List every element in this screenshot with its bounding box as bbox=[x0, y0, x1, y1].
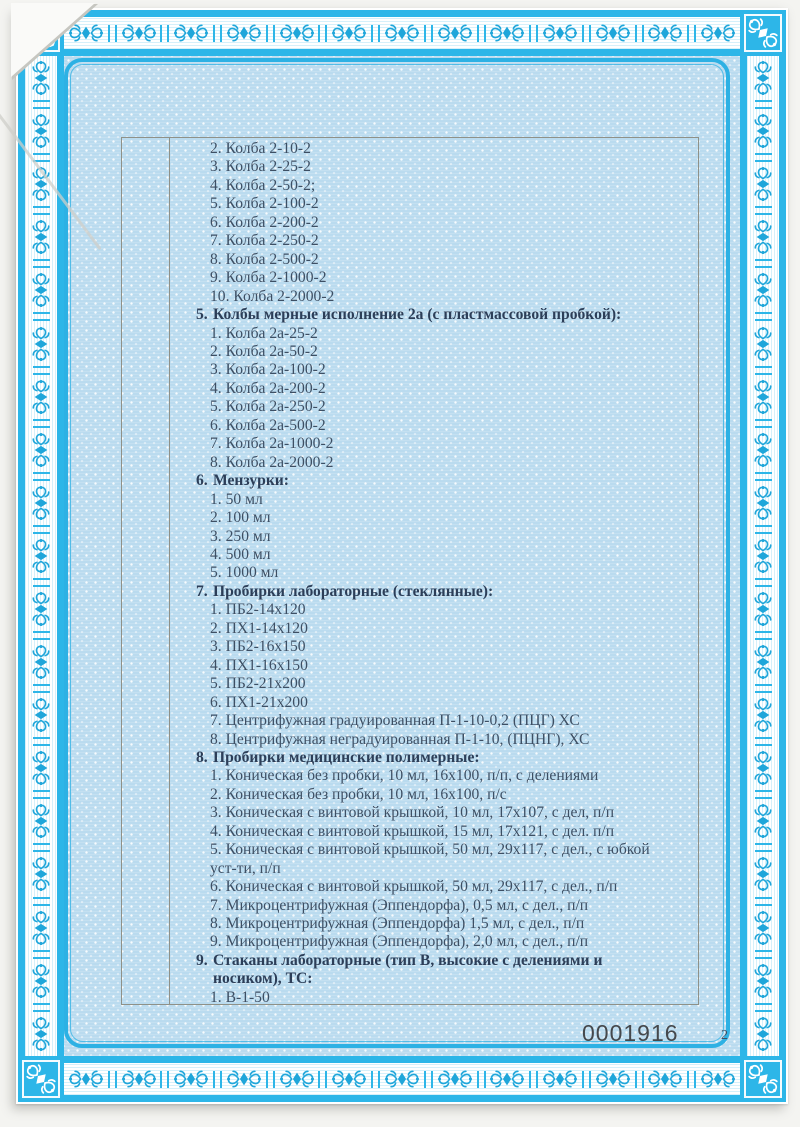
ornament-motif-icon bbox=[540, 22, 580, 44]
ornament-separator-icon bbox=[529, 25, 538, 42]
ornament-separator-icon bbox=[687, 1071, 696, 1088]
ornament-motif-icon bbox=[171, 1068, 211, 1090]
ornament-separator-icon bbox=[582, 1071, 591, 1088]
ornament-motif-icon bbox=[66, 1068, 106, 1090]
section bbox=[196, 306, 674, 472]
ornament-motif-icon bbox=[752, 483, 774, 523]
ornament-separator-icon bbox=[33, 312, 50, 321]
list-item: 1. 50 мл bbox=[210, 490, 263, 508]
serial-number: 0001916 bbox=[582, 1020, 679, 1046]
list-item: 2. Колба 2а-50-2 bbox=[210, 342, 318, 360]
ornament-motif-icon bbox=[752, 748, 774, 788]
ornament-motif-icon bbox=[752, 58, 774, 98]
ornament-separator-icon bbox=[755, 153, 772, 162]
ornament-motif-icon bbox=[30, 695, 52, 735]
ornament-separator-icon bbox=[318, 25, 327, 42]
section-heading bbox=[196, 952, 674, 989]
ornament-motif-icon bbox=[752, 642, 774, 682]
ornament-motif-icon bbox=[752, 217, 774, 257]
ornament-separator-icon bbox=[755, 790, 772, 799]
ornament-motif-icon bbox=[752, 430, 774, 470]
ornament-separator-icon bbox=[33, 631, 50, 640]
list-item: 5. Колба 2-100-2 bbox=[210, 195, 319, 213]
list-item: 1. В-1-50 bbox=[210, 988, 270, 1006]
list-item: 2. ПХ1-14х120 bbox=[210, 619, 308, 637]
ornament-separator-icon bbox=[371, 25, 380, 42]
ornament-corner-bottom-left-icon bbox=[18, 1056, 64, 1102]
ornament-corner-top-right-icon bbox=[740, 10, 786, 56]
ornament-separator-icon bbox=[33, 206, 50, 215]
list-item: 5. Коническая с винтовой крышкой, 50 мл, 29х117, с дел., с юбкой уст-ти, п/п bbox=[210, 841, 650, 877]
ornament-motif-icon bbox=[224, 22, 264, 44]
ornament-motif-icon bbox=[382, 1068, 422, 1090]
list-item: 7. Микроцентрифужная (Эппендорфа), 0,5 мл, с дел., п/п bbox=[210, 896, 589, 914]
list-item: 4. Колба 2а-200-2 bbox=[210, 379, 326, 397]
section-number: 5. bbox=[196, 306, 208, 324]
ornament-separator-icon bbox=[318, 1071, 327, 1088]
ornament-motif-icon bbox=[329, 1068, 369, 1090]
ornament-motif-icon bbox=[435, 1068, 475, 1090]
ornament-motif-icon bbox=[329, 22, 369, 44]
ornament-motif-icon bbox=[30, 430, 52, 470]
section-number: 9. bbox=[196, 951, 208, 969]
ornament-motif-icon bbox=[752, 377, 774, 417]
ornament-separator-icon bbox=[635, 25, 644, 42]
list-item: 7. Центрифужная градуированная П-1-10-0,2 (ПЦГ) ХС bbox=[210, 712, 580, 730]
ornament-motif-icon bbox=[30, 483, 52, 523]
list-item: 3. Коническая с винтовой крышкой, 10 мл, 17х107, с дел, п/п bbox=[210, 804, 615, 822]
ornament-motif-icon bbox=[119, 22, 159, 44]
list-item: 9. Микроцентрифужная (Эппендорфа), 2,0 мл, с дел., п/п bbox=[210, 933, 589, 951]
list-item: 6. Колба 2а-500-2 bbox=[210, 416, 326, 434]
ornament-separator-icon bbox=[33, 259, 50, 268]
section-heading bbox=[196, 583, 674, 601]
ornament-separator-icon bbox=[33, 897, 50, 906]
ornament-motif-icon bbox=[30, 377, 52, 417]
list-item: 2. Колба 2-10-2 bbox=[210, 140, 311, 157]
list-item: 4. 500 мл bbox=[210, 545, 271, 563]
list-item: 1. Коническая без пробки, 10 мл, 16х100, п/п, с делениями bbox=[210, 767, 599, 785]
ornament-separator-icon bbox=[424, 1071, 433, 1088]
list-item: 9. Колба 2-1000-2 bbox=[210, 269, 327, 287]
ornament-separator-icon bbox=[635, 1071, 644, 1088]
list-item: 8. Центрифужная неградуированная П-1-10, (ПЦНГ), ХС bbox=[210, 730, 590, 748]
ornament-separator-icon bbox=[755, 684, 772, 693]
ornament-separator-icon bbox=[33, 419, 50, 428]
ornament-separator-icon bbox=[755, 419, 772, 428]
ornament-motif-icon bbox=[593, 22, 633, 44]
list-item: 3. 250 мл bbox=[210, 527, 271, 545]
ornament-separator-icon bbox=[160, 1071, 169, 1088]
ornament-motif-icon bbox=[593, 1068, 633, 1090]
ornament-separator-icon bbox=[33, 1003, 50, 1012]
list-item: 6. ПХ1-21х200 bbox=[210, 693, 308, 711]
section bbox=[196, 472, 674, 583]
ornament-motif-icon bbox=[752, 961, 774, 1001]
list-item: 1. ПБ2-14х120 bbox=[210, 601, 306, 619]
page-number: 2 bbox=[721, 1028, 728, 1043]
ornament-motif-icon bbox=[30, 589, 52, 629]
ornament-separator-icon bbox=[477, 1071, 486, 1088]
list-item: 8. Колба 2-500-2 bbox=[210, 250, 319, 268]
ornament-motif-icon bbox=[752, 164, 774, 204]
ornament-motif-icon bbox=[752, 270, 774, 310]
ornament-separator-icon bbox=[33, 578, 50, 587]
ornament-motif-icon bbox=[645, 22, 685, 44]
ornament-motif-icon bbox=[224, 1068, 264, 1090]
ornament-separator-icon bbox=[755, 843, 772, 852]
list-item: 8. Колба 2а-2000-2 bbox=[210, 453, 334, 471]
ornament-separator-icon bbox=[529, 1071, 538, 1088]
list-item: 2. 100 мл bbox=[210, 509, 271, 527]
ornament-motif-icon bbox=[30, 801, 52, 841]
list-item: 5. Колба 2а-250-2 bbox=[210, 398, 326, 416]
ornament-motif-icon bbox=[752, 908, 774, 948]
section bbox=[196, 140, 674, 306]
ornament-separator-icon bbox=[33, 472, 50, 481]
ornament-separator-icon bbox=[33, 100, 50, 109]
ornament-separator-icon bbox=[33, 525, 50, 534]
ornament-motif-icon bbox=[30, 270, 52, 310]
ornament-separator-icon bbox=[755, 1003, 772, 1012]
ornament-separator-icon bbox=[108, 25, 117, 42]
ornament-separator-icon bbox=[213, 1071, 222, 1088]
ornament-motif-icon bbox=[382, 22, 422, 44]
list-item: 4. Колба 2-50-2; bbox=[210, 176, 316, 194]
ornament-separator-icon bbox=[755, 100, 772, 109]
ornament-corner-bottom-right-icon bbox=[740, 1056, 786, 1102]
ornament-separator-icon bbox=[755, 525, 772, 534]
ornament-motif-icon bbox=[30, 748, 52, 788]
ornament-motif-icon bbox=[30, 854, 52, 894]
ornament-motif-icon bbox=[171, 22, 211, 44]
ornament-separator-icon bbox=[266, 25, 275, 42]
section-number: 7. bbox=[196, 582, 208, 600]
ornament-motif-icon bbox=[30, 111, 52, 151]
ornament-motif-icon bbox=[645, 1068, 685, 1090]
section-heading bbox=[196, 749, 674, 767]
ornament-motif-icon bbox=[752, 854, 774, 894]
ornament-motif-icon bbox=[30, 642, 52, 682]
ornament-motif-icon bbox=[540, 1068, 580, 1090]
list-item: 7. Колба 2а-1000-2 bbox=[210, 435, 334, 453]
ornamental-border-top bbox=[64, 10, 740, 56]
ornamental-border-left bbox=[18, 56, 64, 1056]
ornament-separator-icon bbox=[755, 259, 772, 268]
ornament-motif-icon bbox=[487, 22, 527, 44]
ornament-motif-icon bbox=[30, 58, 52, 98]
list-item: 5. ПБ2-21х200 bbox=[210, 675, 306, 693]
ornament-separator-icon bbox=[33, 950, 50, 959]
section bbox=[196, 749, 674, 952]
ornament-separator-icon bbox=[755, 578, 772, 587]
ornament-separator-icon bbox=[755, 950, 772, 959]
ornament-separator-icon bbox=[371, 1071, 380, 1088]
section-title: Колбы мерные исполнение 2а (с пластмассовой пробкой): bbox=[213, 306, 622, 324]
ornament-motif-icon bbox=[30, 1014, 52, 1054]
ornament-separator-icon bbox=[108, 1071, 117, 1088]
ornament-separator-icon bbox=[477, 25, 486, 42]
ornament-motif-icon bbox=[487, 1068, 527, 1090]
section-title: Пробирки медицинские полимерные: bbox=[213, 748, 480, 766]
ornament-motif-icon bbox=[752, 111, 774, 151]
section-heading bbox=[196, 472, 674, 490]
list-item: 3. Колба 2а-100-2 bbox=[210, 361, 326, 379]
ornament-separator-icon bbox=[160, 25, 169, 42]
list-item: 7. Колба 2-250-2 bbox=[210, 232, 319, 250]
list-item: 8. Микроцентрифужная (Эппендорфа) 1,5 мл, с дел., п/п bbox=[210, 915, 585, 933]
list-item: 4. ПХ1-16х150 bbox=[210, 656, 308, 674]
list-item: 6. Колба 2-200-2 bbox=[210, 213, 319, 231]
ornamental-border-right bbox=[740, 56, 786, 1056]
ornament-separator-icon bbox=[755, 897, 772, 906]
items-list bbox=[196, 140, 674, 1007]
ornament-separator-icon bbox=[755, 206, 772, 215]
ornament-separator-icon bbox=[424, 25, 433, 42]
list-item: 1. Колба 2а-25-2 bbox=[210, 324, 318, 342]
ornament-separator-icon bbox=[755, 631, 772, 640]
ornament-motif-icon bbox=[30, 961, 52, 1001]
ornament-separator-icon bbox=[755, 472, 772, 481]
section-title: Мензурки: bbox=[213, 472, 289, 490]
ornament-separator-icon bbox=[755, 737, 772, 746]
ornament-motif-icon bbox=[752, 801, 774, 841]
ornament-motif-icon bbox=[30, 908, 52, 948]
list-item: 2. Коническая без пробки, 10 мл, 16х100, п/с bbox=[210, 785, 507, 803]
ornament-motif-icon bbox=[698, 22, 738, 44]
ornament-separator-icon bbox=[687, 25, 696, 42]
ornament-separator-icon bbox=[755, 366, 772, 375]
list-item: 4. Коническая с винтовой крышкой, 15 мл, 17х121, с дел. п/п bbox=[210, 822, 615, 840]
list-item: 3. ПБ2-16х150 bbox=[210, 638, 306, 656]
ornament-motif-icon bbox=[740, 10, 786, 56]
ornament-motif-icon bbox=[435, 22, 475, 44]
ornament-separator-icon bbox=[33, 684, 50, 693]
ornament-motif-icon bbox=[30, 536, 52, 576]
ornament-motif-icon bbox=[752, 536, 774, 576]
section-title: Стаканы лабораторные (тип В, высокие с делениями и носиком), ТС: bbox=[213, 951, 603, 988]
ornament-separator-icon bbox=[213, 25, 222, 42]
list-item: 10. Колба 2-2000-2 bbox=[210, 287, 335, 305]
certificate-sheet bbox=[16, 8, 788, 1104]
ornament-separator-icon bbox=[582, 25, 591, 42]
section-title: Пробирки лабораторные (стеклянные): bbox=[213, 582, 494, 600]
ornament-motif-icon bbox=[752, 1014, 774, 1054]
ornament-separator-icon bbox=[33, 790, 50, 799]
ornamental-border-bottom bbox=[64, 1056, 740, 1102]
ornament-motif-icon bbox=[277, 1068, 317, 1090]
ornament-motif-icon bbox=[752, 324, 774, 364]
section-number: 8. bbox=[196, 748, 208, 766]
section bbox=[196, 583, 674, 749]
ornament-separator-icon bbox=[33, 843, 50, 852]
ornament-motif-icon bbox=[740, 1056, 786, 1102]
ornament-motif-icon bbox=[30, 217, 52, 257]
section-heading bbox=[196, 306, 674, 324]
ornament-motif-icon bbox=[752, 589, 774, 629]
list-item: 3. Колба 2-25-2 bbox=[210, 158, 311, 176]
section-number: 6. bbox=[196, 472, 208, 490]
ornament-separator-icon bbox=[755, 312, 772, 321]
ornament-separator-icon bbox=[33, 737, 50, 746]
section bbox=[196, 952, 674, 1007]
ornament-motif-icon bbox=[18, 1056, 64, 1102]
ornament-separator-icon bbox=[266, 1071, 275, 1088]
ornament-motif-icon bbox=[752, 695, 774, 735]
list-item: 6. Коническая с винтовой крышкой, 50 мл, 29х117, с дел., п/п bbox=[210, 878, 618, 896]
ornament-motif-icon bbox=[698, 1068, 738, 1090]
ornament-motif-icon bbox=[119, 1068, 159, 1090]
ornament-motif-icon bbox=[30, 324, 52, 364]
ornament-motif-icon bbox=[277, 22, 317, 44]
ornament-separator-icon bbox=[33, 366, 50, 375]
list-item: 5. 1000 мл bbox=[210, 564, 279, 582]
